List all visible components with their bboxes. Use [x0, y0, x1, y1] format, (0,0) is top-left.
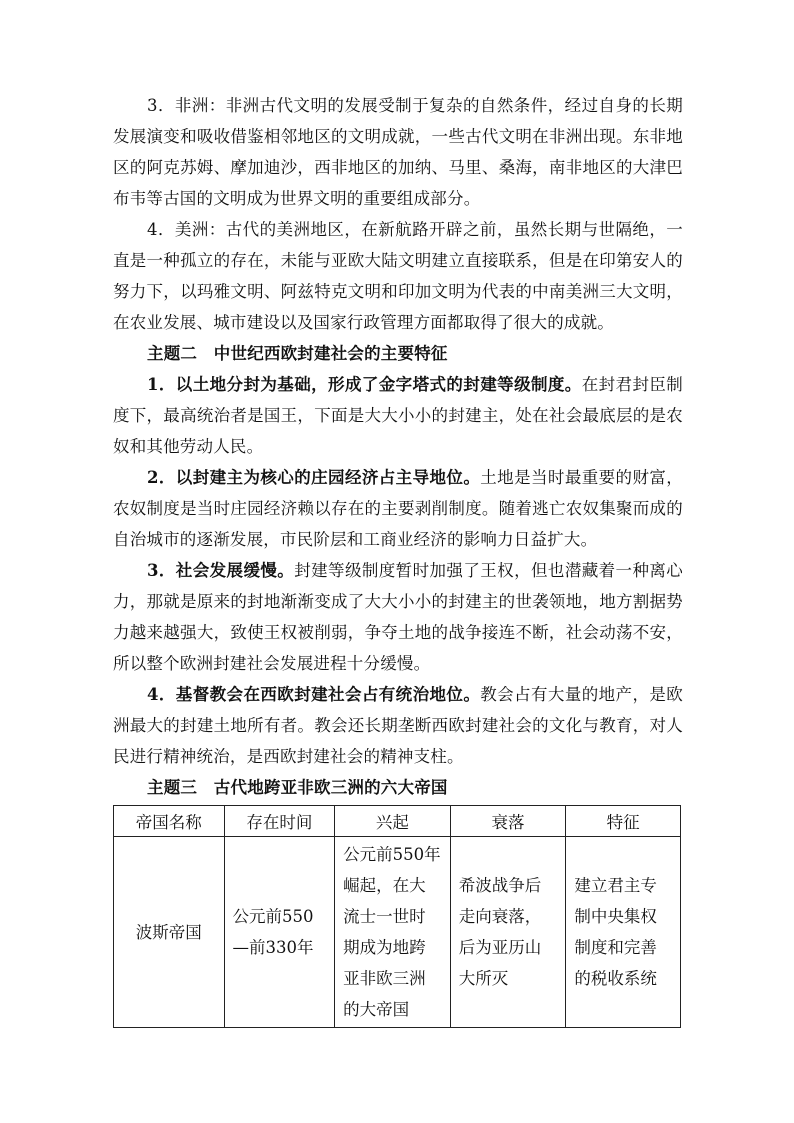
feature-4-text: 教会占有大量的地产，是欧洲最大的封建土地所有者。教会还长期垄断西欧封建社会的文化与教育，对人民进行精神统治，是西欧封建社会的精神支柱。	[113, 685, 683, 766]
paragraph-africa-text: 3．非洲：非洲古代文明的发展受制于复杂的自然条件，经过自身的长期发展演变和吸收借鉴相邻地区的文明成就，一些古代文明在非洲出现。东非地区的阿克苏姆、摩加迪沙，西非地区的加纳、马里、桑海，南非地区的大津巴布韦等古国的文明成为世界文明的重要组成部分。	[113, 96, 683, 208]
paragraph-feature-3	[113, 555, 683, 679]
col-header-features: 特征	[566, 806, 681, 837]
paragraph-america-text: 4．美洲：古代的美洲地区，在新航路开辟之前，虽然长期与世隔绝，一直是一种孤立的存在，未能与亚欧大陆文明建立直接联系，但是在印第安人的努力下，以玛雅文明、阿兹特克文明和印加文明为代表的中南美洲三大文明，在农业发展、城市建设以及国家行政管理方面都取得了很大的成就。	[113, 220, 683, 332]
feature-2-lead: 2．以封建主为核心的庄园经济占主导地位。	[147, 468, 481, 487]
cell-period: 公元前550—前330年	[224, 837, 335, 1028]
col-header-period: 存在时间	[224, 806, 335, 837]
table-row	[114, 837, 681, 1028]
section-heading-theme-3	[113, 772, 683, 803]
paragraph-america	[113, 214, 683, 338]
section-heading-theme-2-text: 主题二 中世纪西欧封建社会的主要特征	[147, 344, 448, 363]
feature-1-text: 在封君封臣制度下，最高统治者是国王，下面是大大小小的封建主，处在社会最底层的是农奴和其他劳动人民。	[113, 375, 684, 456]
empires-table	[113, 805, 681, 1028]
paragraph-feature-4	[113, 679, 683, 772]
cell-features: 建立君主专制中央集权制度和完善的税收系统	[566, 837, 681, 1028]
col-header-rise: 兴起	[335, 806, 451, 837]
section-heading-theme-2	[113, 338, 683, 369]
table-header-row	[114, 806, 681, 837]
paragraph-feature-1	[113, 369, 683, 462]
paragraph-feature-2	[113, 462, 683, 555]
col-header-decline: 衰落	[450, 806, 566, 837]
feature-2-text: 土地是当时最重要的财富，农奴制度是当时庄园经济赖以存在的主要剥削制度。随着逃亡农奴集聚而成的自治城市的逐渐发展，市民阶层和工商业经济的影响力日益扩大。	[113, 468, 683, 549]
cell-rise: 公元前550年崛起，在大流士一世时期成为地跨亚非欧三洲的大帝国	[335, 837, 451, 1028]
feature-4-lead: 4．基督教会在西欧封建社会占有统治地位。	[147, 685, 481, 704]
cell-decline: 希波战争后走向衰落，后为亚历山大所灭	[450, 837, 566, 1028]
feature-3-text: 封建等级制度暂时加强了王权，但也潜藏着一种离心力，那就是原来的封地渐渐变成了大大小小的封建主的世袭领地，地方割据势力越来越强大，致使王权被削弱，争夺土地的战争接连不断，社会动荡不安，所以整个欧洲封建社会发展进程十分缓慢。	[113, 561, 683, 673]
cell-empire-name: 波斯帝国	[114, 837, 225, 1028]
section-heading-theme-3-text: 主题三 古代地跨亚非欧三洲的六大帝国	[147, 778, 448, 797]
col-header-empire: 帝国名称	[114, 806, 225, 837]
document-page	[113, 90, 683, 1028]
feature-1-lead: 1．以土地分封为基础，形成了金字塔式的封建等级制度。	[147, 375, 582, 394]
feature-3-lead: 3．社会发展缓慢。	[147, 561, 295, 580]
paragraph-africa	[113, 90, 683, 214]
